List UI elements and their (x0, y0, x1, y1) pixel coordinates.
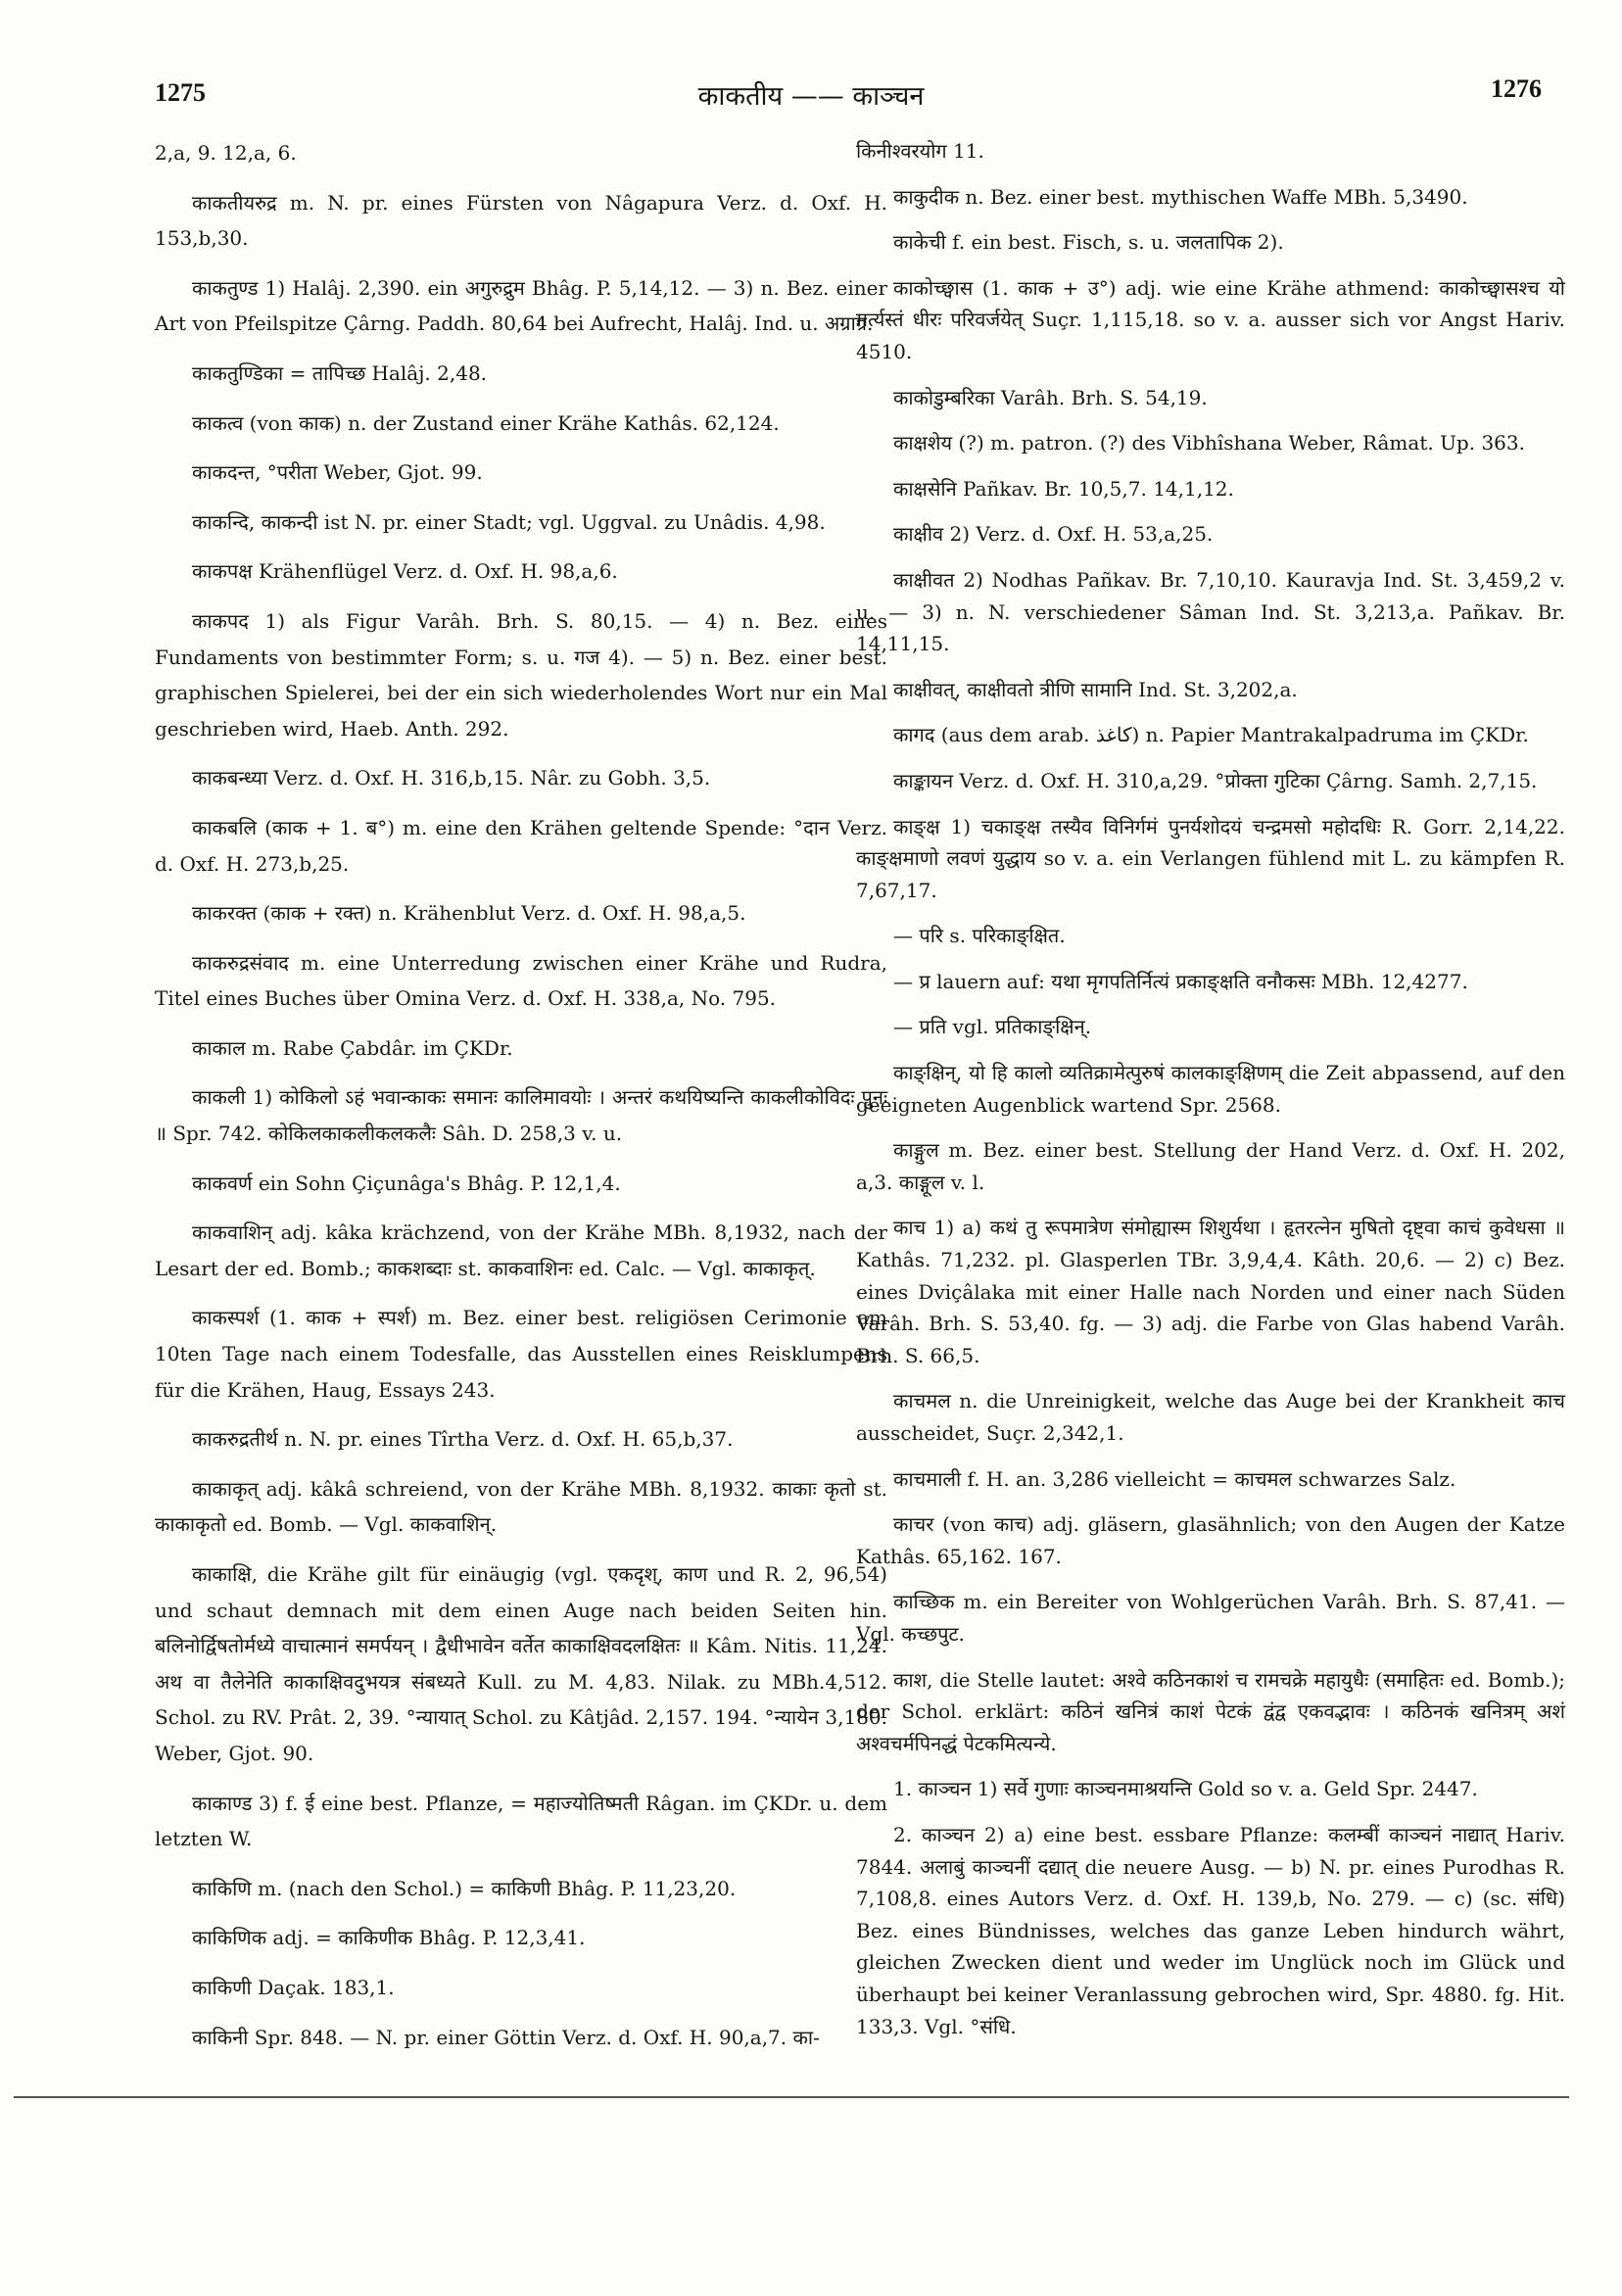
dictionary-entry: काङ्कायन Verz. d. Oxf. H. 310,a,29. °प्रोक्ता गुटिका Çârng. Samh. 2,7,15. (893, 768, 1538, 792)
footer-rule (14, 2096, 1569, 2098)
page-number-left: 1275 (155, 78, 206, 107)
left-column (155, 135, 887, 2069)
dictionary-entry: काकोच्छ्वास (1. काक + उ°) adj. wie eine Krähe athmend: काकोच्छ्वासश्च यो मर्त्यस्तं धीरः परिवर्जयेत् Suçr. 1,115,18. so v. a. ausser sich vor Angst Hariv. 4510. (856, 275, 1565, 363)
dictionary-entry: काकन्दि, काकन्दी ist N. pr. einer Stadt; vgl. Uggval. zu Unâdis. 4,98. (192, 509, 826, 534)
dictionary-entry: काच्छिक m. ein Bereiter von Wohlgerüchen Varâh. Brh. S. 87,41. — Vgl. कच्छपुट. (856, 1590, 1565, 1646)
page-header (0, 71, 1622, 114)
dictionary-entry: काकिणी Daçak. 183,1. (192, 1975, 395, 1999)
dictionary-entry: काङ्क्षिन्, यो हि कालो व्यतिक्रामेत्पुरुषं कालकाङ्क्षिणम् die Zeit abpassend, auf den geeigneten Augenblick wartend Spr. 2568. (856, 1061, 1565, 1117)
dictionary-entry: काचर (von काच) adj. gläsern, glasähnlich; von den Augen der Katze Kathâs. 65,162. 167. (856, 1512, 1565, 1568)
dictionary-entry: — परि s. परिकाङ्क्षित. (893, 924, 1066, 948)
dictionary-entry: काकस्पर्श (1. काक + स्पर्श) m. Bez. einer best. religiösen Cerimonie am 10ten Tage nach einem Todesfalle, das Ausstellen eines Reisklumpens für die Krähen, Haug, Essays 243. (155, 1306, 887, 1402)
dictionary-entry: कागद (aus dem arab. كاغذ) n. Papier Mantrakalpadruma im ÇKDr. (893, 723, 1529, 747)
page-number-right: 1276 (1491, 74, 1542, 103)
dictionary-entry: — प्र lauern auf: यथा मृगपतिर्नित्यं प्रकाङ्क्षति वनौकसः MBh. 12,4277. (893, 969, 1468, 993)
dictionary-entry: काकतीयरुद्र m. N. pr. eines Fürsten von Nâgapura Verz. d. Oxf. H. 153,b,30. (155, 190, 887, 251)
dictionary-entry: काकबलि (काक + 1. ब°) m. eine den Krähen geltende Spende: °दान Verz. d. Oxf. H. 273,b,25. (155, 815, 887, 876)
dictionary-entry: काकवाशिन् adj. kâka krächzend, von der Krähe MBh. 8,1932, nach der Lesart der ed. Bomb.; काकशब्दाः st. काकवाशिनः ed. Calc. — Vgl. काकाकृत्. (155, 1220, 887, 1280)
dictionary-entry: काकिणिक adj. = काकिणीक Bhâg. P. 12,3,41. (192, 1926, 586, 1950)
dictionary-entry: काच 1) a) कथं तु रूपमात्रेण संमोह्यास्म शिशुर्यथा । हृतरत्नेन मुषितो दृष्ट्वा काचं कुवेधसा ॥ Kathâs. 71,232. pl. Glasperlen TBr. 3,9,4,4. Kâth. 20,6. — 2) c) Bez. eines Dviçâlaka mit einer Halle nach Norden und einer nach Süden Varâh. Brh. S. 53,40. fg. — 3) adj. die Farbe von Glas habend Varâh. Brh. S. 66,5. (856, 1216, 1565, 1367)
dictionary-entry: काकेची f. ein best. Fisch, s. u. जलतापिक 2). (893, 230, 1284, 255)
dictionary-entry: काचमाली f. H. an. 3,286 vielleicht = काचमल schwarzes Salz. (893, 1466, 1456, 1491)
dictionary-entry: काकरुद्रतीर्थ n. N. pr. eines Tîrtha Verz. d. Oxf. H. 65,b,37. (192, 1427, 734, 1452)
dictionary-entry: काङ्गुल m. Bez. einer best. Stellung der Hand Verz. d. Oxf. H. 202, a,3. काङ्गूल v. l. (856, 1138, 1565, 1194)
dictionary-entry: काकत्व (von काक) n. der Zustand einer Krähe Kathâs. 62,124. (192, 410, 780, 435)
dictionary-entry: किनीश्वरयोग 11. (856, 139, 984, 163)
running-title: काकतीय —— काञ्चन (697, 81, 925, 112)
dictionary-entry: काकतुण्डिका = तापिच्छ Halâj. 2,48. (192, 360, 488, 385)
dictionary-entry: काकबन्ध्या Verz. d. Oxf. H. 316,b,15. Nâr. zu Gobh. 3,5. (192, 766, 711, 790)
dictionary-entry: काकवर्ण ein Sohn Çiçunâga's Bhâg. P. 12,1,4. (192, 1171, 621, 1195)
dictionary-entry: काकोडुम्बरिका Varâh. Brh. S. 54,19. (893, 385, 1208, 409)
dictionary-entry: काकरुद्रसंवाद m. eine Unterredung zwischen einer Krähe und Rudra, Titel eines Buches über Omina Verz. d. Oxf. H. 338,a, No. 795. (155, 950, 887, 1011)
dictionary-entry: काकाकृत् adj. kâkâ schreiend, von der Krähe MBh. 8,1932. काकाः कृतो st. काकाकृतो ed. Bomb. — Vgl. काकवाशिन्. (155, 1476, 887, 1537)
dictionary-entry: काकपक्ष Krähenflügel Verz. d. Oxf. H. 98,a,6. (192, 559, 618, 584)
dictionary-entry: काकाल m. Rabe Çabdâr. im ÇKDr. (192, 1035, 513, 1060)
dictionary-entry: काकदन्त, °परीता Weber, Gjot. 99. (192, 460, 483, 485)
dictionary-entry: काकपद 1) als Figur Varâh. Brh. S. 80,15. — 4) n. Bez. eines Fundaments von bestimmter Form; s. u. गज 4). — 5) n. Bez. einer best. graphischen Spielerei, bei der ein sich wiederholendes Wort nur ein Mal geschrieben wird, Haeb. Anth. 292. (155, 608, 887, 741)
dictionary-entry: काकाण्ड 3) f. ई eine best. Pflanze, = महाज्योतिष्मती Râgan. im ÇKDr. u. dem letzten W. (155, 1791, 887, 1851)
dictionary-entry: 1. काञ्चन 1) सर्वे गुणाः काञ्चनमाश्रयन्ति Gold so v. a. Geld Spr. 2447. (893, 1777, 1478, 1801)
dictionary-entry: काकरक्त (काक + रक्त) n. Krähenblut Verz. d. Oxf. H. 98,a,5. (192, 901, 746, 926)
dictionary-entry: काङ्क्ष 1) चकाङ्क्ष तस्यैव विनिर्गमं पुनर्यशोदयं चन्द्रमसो महोदधिः R. Gorr. 2,14,22. काङ्क्षमाणो लवणं युद्धाय so v. a. ein Verlangen fühlend mit L. zu kämpfen R. 7,67,17. (856, 814, 1565, 902)
dictionary-entry: काश, die Stelle lautet: अश्वे कठिनकाशं च रामचक्रे महायुधैः (समाहितः ed. Bomb.); der Schol. erklärt: कठिनं खनित्रं काशं पेटकं द्वंद्व एकवद्भावः । कठिनकं खनित्रम् अशं अश्वचर्मपिनद्धं पेटकमित्यन्ये. (856, 1667, 1565, 1755)
dictionary-entry: काकाक्षि, die Krähe gilt für einäugig (vgl. एकदृश्, काण und R. 2, 96,54) und schaut demnach mit dem einen Auge nach beiden Seiten hin. बलिनोर्द्विषतोर्मध्ये वाचात्मानं समर्पयन् । द्वैधीभावेन वर्तेत काकाक्षिवदलक्षितः ॥ Kâm. Nitis. 11,24. अथ वा तैलेनेति काकाक्षिवदुभयत्र संबध्यते Kull. zu M. 4,83. Nilak. zu MBh.4,512. Schol. zu RV. Prât. 2, 39. °न्यायात् Schol. zu Kâtjâd. 2,157. 194. °न्यायेन 3,180. Weber, Gjot. 90. (155, 1562, 887, 1765)
right-column (856, 135, 1565, 2056)
dictionary-entry: काकतुण्ड 1) Halâj. 2,390. ein अगुरुद्रुम Bhâg. P. 5,14,12. — 3) n. Bez. einer Art von Pfeilspitze Çârng. Paddh. 80,64 bei Aufrecht, Halâj. Ind. u. अग्राग्र. (155, 275, 887, 336)
dictionary-entry: काकुदीक n. Bez. einer best. mythischen Waffe MBh. 5,3490. (893, 184, 1468, 209)
dictionary-entry: काक्षीव 2) Verz. d. Oxf. H. 53,a,25. (893, 522, 1214, 547)
dictionary-entry: काचमल n. die Unreinigkeit, welche das Auge bei der Krankheit काच ausscheidet, Suçr. 2,342,1. (856, 1389, 1565, 1445)
dictionary-entry: काकिनी Spr. 848. — N. pr. einer Göttin Verz. d. Oxf. H. 90,a,7. का- (192, 2025, 820, 2049)
dictionary-entry: काकिणि m. (nach den Schol.) = काकिणी Bhâg. P. 11,23,20. (192, 1876, 737, 1900)
dictionary-entry: काक्षशेय (?) m. patron. (?) des Vibhîshana Weber, Râmat. Up. 363. (893, 431, 1525, 455)
dictionary-entry: 2,a, 9. 12,a, 6. (155, 141, 297, 165)
dictionary-entry: काक्षीवत्, काक्षीवतो त्रीणि सामानि Ind. St. 3,202,a. (893, 677, 1298, 701)
dictionary-entry: काक्षीवत 2) Nodhas Pañkav. Br. 7,10,10. Kauravja Ind. St. 3,459,2 v. u. — 3) n. N. verschiedener Sâman Ind. St. 3,213,a. Pañkav. Br. 14,11,15. (856, 567, 1565, 656)
dictionary-entry: — प्रति vgl. प्रतिकाङ्क्षिन्. (893, 1015, 1092, 1039)
dictionary-entry: काक्षसेनि Pañkav. Br. 10,5,7. 14,1,12. (893, 476, 1234, 501)
dictionary-entry: काकली 1) कोकिलो ऽहं भवान्काकः समानः कालिमावयोः । अन्तरं कथयिष्यन्ति काकलीकोविदः पुनः ॥ Spr. 742. कोकिलकाकलीकलकलैः Sâh. D. 258,3 v. u. (155, 1085, 887, 1146)
dictionary-entry: 2. काञ्चन 2) a) eine best. essbare Pflanze: कलम्बीं काञ्चनं नाद्यात् Hariv. 7844. अलाबुं काञ्चनीं दद्यात् die neuere Ausg. — b) N. pr. eines Purodhas R. 7,108,8. eines Autors Verz. d. Oxf. H. 139,b, No. 279. — c) (sc. संधि) Bez. eines Bündnisses, welches das ganze Leben hindurch währt, gleichen Zwecken dient und weder im Unglück noch im Glück und überhaupt bei keiner Veranlassung gebrochen wird, Spr. 4880. fg. Hit. 133,3. Vgl. °संधि. (856, 1822, 1565, 2038)
